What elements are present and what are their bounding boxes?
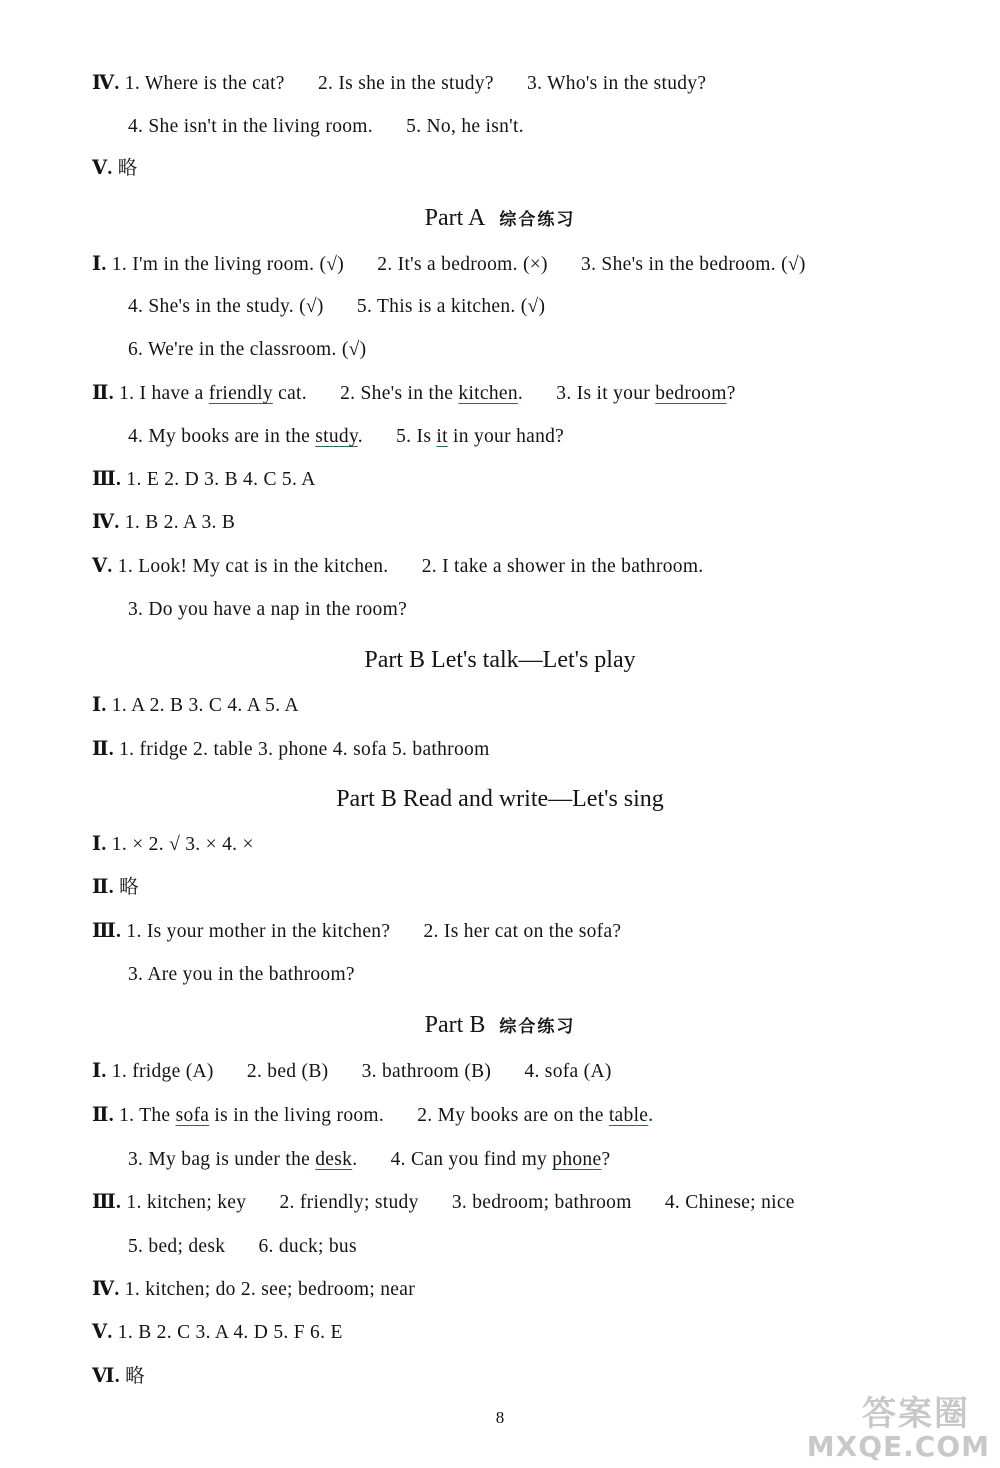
answer-line	[128, 295, 545, 319]
answer-item: 2. My books are on the table.	[417, 1105, 654, 1126]
answer-line	[92, 1365, 145, 1389]
answer-item: 6. duck; bus	[258, 1236, 357, 1257]
answer-item: 4. Chinese; nice	[664, 1192, 795, 1213]
section-title-part: Part B Read and write—Let's sing	[336, 786, 664, 812]
section-numeral: Ⅰ.	[92, 1061, 107, 1082]
answer-item: 3. bathroom (B)	[361, 1061, 492, 1082]
underlined-answer: phone	[552, 1149, 602, 1170]
answer-item: 3. Who's in the study?	[527, 73, 707, 94]
answer-line	[92, 920, 621, 944]
answer-line	[92, 511, 235, 535]
answer-item: 1. fridge (A)	[111, 1061, 214, 1082]
answer-item: 3. She's in the bedroom. (√)	[581, 254, 806, 275]
section-numeral: Ⅳ.	[92, 1279, 120, 1300]
section-numeral: Ⅰ.	[92, 254, 107, 275]
watermark-logo	[740, 1386, 990, 1466]
answer-item: 4. Can you find my phone?	[390, 1149, 611, 1170]
answer-item: 3. Is it your bedroom?	[556, 383, 736, 404]
section-numeral: Ⅱ.	[92, 1105, 114, 1126]
answer-item: 1. Where is the cat?	[124, 73, 285, 94]
answer-item: 5. bed; desk	[128, 1236, 226, 1257]
section-title	[0, 645, 1000, 675]
answer-item: 2. It's a bedroom. (×)	[377, 254, 548, 275]
answer-item: 5. Is it in your hand?	[396, 426, 565, 447]
answer-item: 5. No, he isn't.	[406, 116, 524, 137]
answer-item: 2. friendly; study	[279, 1192, 419, 1213]
answer-line	[92, 1104, 653, 1128]
answer-item: 略	[119, 877, 139, 898]
answer-line	[92, 738, 490, 762]
watermark-text: 答案圈	[862, 1394, 970, 1434]
answer-line	[92, 555, 703, 579]
answer-item: 1. B 2. C 3. A 4. D 5. F 6. E	[117, 1322, 343, 1343]
answer-line	[92, 1191, 795, 1215]
section-numeral: Ⅱ.	[92, 739, 114, 760]
section-title	[0, 203, 1000, 235]
answer-item: 2. Is her cat on the sofa?	[423, 921, 622, 942]
answer-item: 略	[125, 1366, 145, 1387]
section-numeral: Ⅲ.	[92, 1192, 122, 1213]
section-numeral: Ⅵ.	[92, 1366, 120, 1387]
underlined-answer: friendly	[208, 383, 273, 404]
section-numeral: Ⅴ.	[92, 1322, 113, 1343]
answer-item: 3. Are you in the bathroom?	[128, 964, 355, 985]
underlined-answer: study	[315, 426, 358, 447]
answer-item: 2. Is she in the study?	[317, 73, 494, 94]
answer-item: 2. I take a shower in the bathroom.	[421, 556, 704, 577]
answer-item: 4. sofa (A)	[524, 1061, 612, 1082]
answer-item: 1. Look! My cat is in the kitchen.	[117, 556, 389, 577]
answer-item: 2. bed (B)	[246, 1061, 329, 1082]
section-numeral: Ⅴ.	[92, 556, 113, 577]
answer-item: 3. My bag is under the desk.	[128, 1149, 358, 1170]
answer-line	[92, 253, 806, 277]
section-numeral: Ⅲ.	[92, 469, 122, 490]
section-numeral: Ⅳ.	[92, 73, 120, 94]
section-numeral: Ⅲ.	[92, 921, 122, 942]
section-numeral: Ⅰ.	[92, 834, 107, 855]
answer-item: 6. We're in the classroom. (√)	[128, 339, 367, 360]
section-numeral: Ⅴ.	[92, 158, 113, 179]
answer-item: 4. She's in the study. (√)	[128, 296, 324, 317]
answer-item: 1. × 2. √ 3. × 4. ×	[111, 834, 254, 855]
page-number: 8	[495, 1408, 505, 1427]
answer-line	[92, 72, 706, 96]
answer-item: 1. I have a friendly cat.	[119, 383, 307, 404]
answer-item: 5. This is a kitchen. (√)	[356, 296, 546, 317]
answer-line	[128, 598, 407, 622]
section-numeral: Ⅳ.	[92, 512, 120, 533]
answer-line	[128, 425, 564, 449]
answer-line	[92, 876, 139, 900]
answer-line	[92, 468, 316, 492]
answer-item: 1. I'm in the living room. (√)	[111, 254, 345, 275]
answer-line	[128, 1148, 610, 1172]
answer-item: 1. E 2. D 3. B 4. C 5. A	[126, 469, 316, 490]
answer-item: 1. kitchen; do 2. see; bedroom; near	[124, 1279, 416, 1300]
answer-item: 2. She's in the kitchen.	[340, 383, 524, 404]
answer-item: 1. Is your mother in the kitchen?	[126, 921, 391, 942]
answer-line	[92, 1278, 415, 1302]
answer-line	[92, 1321, 343, 1345]
underlined-answer: table	[608, 1105, 649, 1126]
answer-line	[92, 833, 254, 857]
section-title	[0, 784, 1000, 814]
section-title-part: Part A	[424, 205, 486, 231]
answer-item: 3. Do you have a nap in the room?	[128, 599, 408, 620]
section-numeral: Ⅰ.	[92, 695, 107, 716]
answer-item: 略	[117, 158, 138, 179]
answer-item: 4. My books are in the study.	[128, 426, 363, 447]
answer-item: 1. fridge 2. table 3. phone 4. sofa 5. bathroom	[119, 739, 490, 760]
answer-line	[92, 382, 736, 406]
answer-line	[128, 338, 366, 362]
answer-line	[92, 1060, 612, 1084]
answer-line	[128, 1235, 357, 1259]
section-numeral: Ⅱ.	[92, 383, 114, 404]
underlined-answer: sofa	[175, 1105, 210, 1126]
answer-line	[92, 694, 299, 718]
section-title	[0, 1010, 1000, 1042]
section-title-cn: 综合练习	[499, 1017, 576, 1037]
underlined-answer: bedroom	[655, 383, 727, 404]
answer-item: 4. She isn't in the living room.	[128, 116, 373, 137]
section-title-part: Part B Let's talk—Let's play	[364, 647, 636, 673]
answer-line	[128, 115, 524, 139]
section-title-cn: 综合练习	[499, 210, 576, 230]
answer-item: 3. bedroom; bathroom	[451, 1192, 632, 1213]
watermark-url: MXQE.COM	[806, 1430, 990, 1463]
answer-line	[92, 157, 138, 181]
underlined-answer: desk	[315, 1149, 353, 1170]
underlined-answer: kitchen	[458, 383, 518, 404]
answer-item: 1. A 2. B 3. C 4. A 5. A	[111, 695, 299, 716]
answer-line	[128, 963, 355, 987]
answer-item: 1. The sofa is in the living room.	[119, 1105, 385, 1126]
section-title-part: Part B	[424, 1012, 486, 1038]
section-numeral: Ⅱ.	[92, 877, 114, 898]
answer-item: 1. B 2. A 3. B	[124, 512, 236, 533]
answer-item: 1. kitchen; key	[126, 1192, 247, 1213]
underlined-answer: it	[436, 426, 448, 447]
